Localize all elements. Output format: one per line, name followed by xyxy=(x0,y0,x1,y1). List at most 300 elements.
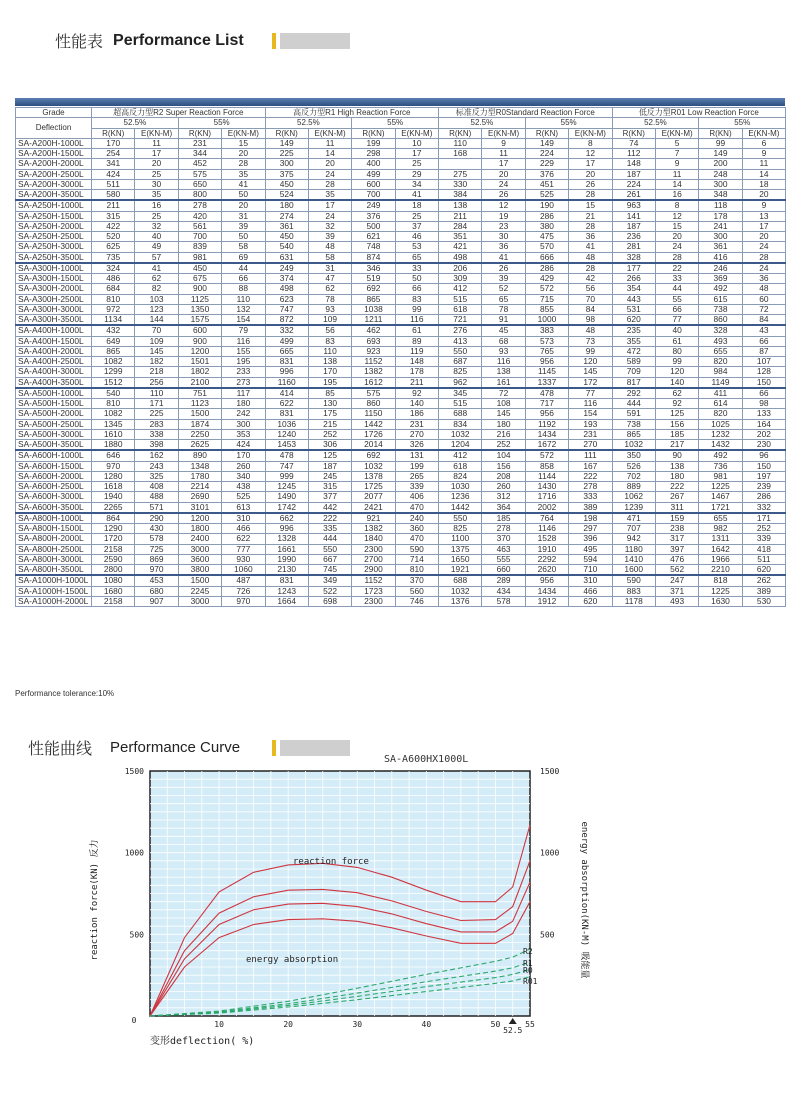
value-cell: 865 xyxy=(352,294,395,304)
value-cell: 622 xyxy=(222,534,265,544)
value-cell: 396 xyxy=(569,534,612,544)
value-cell: 1725 xyxy=(352,482,395,492)
value-cell: 167 xyxy=(569,461,612,471)
value-cell: 65 xyxy=(482,294,525,304)
marker-triangle xyxy=(509,1018,517,1024)
value-cell: 185 xyxy=(655,429,698,439)
value-cell: 149 xyxy=(699,149,742,159)
value-cell: 687 xyxy=(439,357,482,367)
value-cell: 50 xyxy=(395,274,438,284)
value-cell: 738 xyxy=(699,304,742,314)
value-cell: 620 xyxy=(612,315,655,326)
value-cell: 49 xyxy=(135,242,178,252)
value-cell: 2077 xyxy=(352,492,395,502)
value-cell: 370 xyxy=(482,534,525,544)
value-cell: 623 xyxy=(265,294,308,304)
value-cell: 462 xyxy=(352,325,395,336)
value-cell: 175 xyxy=(308,409,351,419)
y-right-tick-label: 1000 xyxy=(540,848,560,858)
value-cell: 702 xyxy=(612,471,655,481)
value-cell: 360 xyxy=(395,524,438,534)
value-cell: 283 xyxy=(135,419,178,429)
value-cell: 970 xyxy=(135,565,178,576)
value-cell: 487 xyxy=(222,575,265,586)
value-cell: 110 xyxy=(135,388,178,399)
value-cell: 13 xyxy=(742,211,785,221)
value-cell: 1032 xyxy=(352,461,395,471)
value-cell: 470 xyxy=(395,534,438,544)
value-cell: 1382 xyxy=(352,367,395,377)
value-cell: 400 xyxy=(352,159,395,169)
value-cell: 562 xyxy=(655,565,698,576)
value-cell: 1680 xyxy=(92,586,135,596)
value-cell: 625 xyxy=(92,242,135,252)
value-cell: 1180 xyxy=(612,544,655,554)
value-cell: 751 xyxy=(178,388,221,399)
value-cell: 32 xyxy=(308,221,351,231)
value-cell: 41 xyxy=(135,263,178,274)
value-cell: 110 xyxy=(308,346,351,356)
value-cell: 116 xyxy=(569,399,612,409)
value-cell: 187 xyxy=(308,461,351,471)
value-cell: 1672 xyxy=(525,440,568,451)
value-cell: 47 xyxy=(308,274,351,284)
grade-cell: SA-A300H-2500L xyxy=(16,294,92,304)
value-cell: 62 xyxy=(308,284,351,294)
value-cell: 15 xyxy=(222,138,265,148)
value-cell: 2014 xyxy=(352,440,395,451)
value-cell: 810 xyxy=(92,294,135,304)
value-cell: 197 xyxy=(742,471,785,481)
value-cell: 376 xyxy=(525,169,568,179)
value-cell: 810 xyxy=(92,399,135,409)
y-right-tick-label: 500 xyxy=(540,930,555,940)
value-cell: 962 xyxy=(439,377,482,388)
value-cell: 172 xyxy=(569,377,612,388)
value-cell: 150 xyxy=(742,377,785,388)
value-cell: 317 xyxy=(655,534,698,544)
value-cell: 747 xyxy=(265,461,308,471)
grade-cell: SA-A400H-1500L xyxy=(16,336,92,346)
value-cell: 190 xyxy=(525,200,568,211)
value-cell: 266 xyxy=(612,274,655,284)
value-cell: 613 xyxy=(222,502,265,513)
value-cell: 515 xyxy=(439,294,482,304)
value-cell: 389 xyxy=(742,586,785,596)
value-cell: 493 xyxy=(655,596,698,606)
header-r-kn: R(KN) xyxy=(699,128,742,138)
value-cell: 824 xyxy=(439,471,482,481)
value-cell: 82 xyxy=(135,284,178,294)
value-cell: 89 xyxy=(395,336,438,346)
value-cell: 58 xyxy=(222,242,265,252)
value-cell: 211 xyxy=(92,200,135,211)
value-cell: 21 xyxy=(569,211,612,221)
value-cell: 970 xyxy=(222,596,265,606)
value-cell: 170 xyxy=(308,367,351,377)
value-cell: 171 xyxy=(742,513,785,524)
value-cell: 890 xyxy=(178,450,221,461)
value-cell: 46 xyxy=(395,232,438,242)
value-cell: 398 xyxy=(135,440,178,451)
value-cell: 14 xyxy=(742,169,785,179)
value-cell: 1200 xyxy=(178,513,221,524)
value-cell: 1100 xyxy=(439,534,482,544)
value-cell: 1348 xyxy=(178,461,221,471)
value-cell: 340 xyxy=(222,471,265,481)
x-tick-label: 10 xyxy=(214,1020,224,1029)
value-cell: 11 xyxy=(308,138,351,148)
value-cell: 66 xyxy=(655,304,698,314)
value-cell: 24 xyxy=(742,263,785,274)
value-cell: 284 xyxy=(439,221,482,231)
value-cell: 594 xyxy=(569,554,612,564)
annotation-energy-absorption: energy absorption xyxy=(246,955,339,965)
grade-cell: SA-A500H-3000L xyxy=(16,429,92,439)
value-cell: 58 xyxy=(308,252,351,263)
value-cell: 315 xyxy=(308,482,351,492)
value-cell: 66 xyxy=(742,388,785,399)
value-cell: 515 xyxy=(439,399,482,409)
header-r-kn: R(KN) xyxy=(525,128,568,138)
value-cell: 839 xyxy=(178,242,221,252)
value-cell: 260 xyxy=(222,461,265,471)
value-cell: 982 xyxy=(699,524,742,534)
value-cell: 33 xyxy=(655,274,698,284)
value-cell: 1434 xyxy=(525,586,568,596)
value-cell: 11 xyxy=(135,138,178,148)
value-cell: 23 xyxy=(482,221,525,231)
value-cell: 956 xyxy=(525,575,568,586)
grade-cell: SA-A600H-2500L xyxy=(16,482,92,492)
header-defl-55: 55% xyxy=(352,118,439,128)
value-cell: 354 xyxy=(612,284,655,294)
value-cell: 254 xyxy=(92,149,135,159)
grade-cell: SA-A300H-1000L xyxy=(16,263,92,274)
value-cell: 335 xyxy=(308,524,351,534)
value-cell: 726 xyxy=(222,586,265,596)
value-cell: 180 xyxy=(222,399,265,409)
value-cell: 37 xyxy=(395,221,438,231)
value-cell: 747 xyxy=(265,304,308,314)
value-cell: 48 xyxy=(308,242,351,252)
value-cell: 230 xyxy=(742,440,785,451)
value-cell: 338 xyxy=(135,429,178,439)
value-cell: 231 xyxy=(178,138,221,148)
value-cell: 736 xyxy=(699,461,742,471)
value-cell: 11 xyxy=(655,169,698,179)
value-cell: 371 xyxy=(655,586,698,596)
value-cell: 117 xyxy=(222,388,265,399)
value-cell: 240 xyxy=(395,513,438,524)
value-cell: 777 xyxy=(222,544,265,554)
value-cell: 193 xyxy=(569,419,612,429)
value-cell: 412 xyxy=(439,284,482,294)
value-cell: 332 xyxy=(265,325,308,336)
value-cell: 429 xyxy=(525,274,568,284)
grade-cell: SA-A1000H-1000L xyxy=(16,575,92,586)
value-cell: 195 xyxy=(222,357,265,367)
value-cell: 242 xyxy=(222,409,265,419)
value-cell: 110 xyxy=(439,138,482,148)
value-cell: 463 xyxy=(482,544,525,554)
value-cell: 48 xyxy=(569,252,612,263)
value-cell: 85 xyxy=(308,388,351,399)
value-cell: 91 xyxy=(482,315,525,326)
value-cell: 310 xyxy=(222,513,265,524)
value-cell: 26 xyxy=(569,179,612,189)
value-cell: 248 xyxy=(699,169,742,179)
value-cell: 309 xyxy=(439,274,482,284)
value-cell: 748 xyxy=(352,242,395,252)
value-cell: 9 xyxy=(742,200,785,211)
value-cell: 55 xyxy=(655,294,698,304)
value-cell: 1030 xyxy=(439,482,482,492)
value-cell: 550 xyxy=(439,346,482,356)
value-cell: 1152 xyxy=(352,357,395,367)
value-cell: 9 xyxy=(655,159,698,169)
value-cell: 1239 xyxy=(612,502,655,513)
value-cell: 8 xyxy=(655,200,698,211)
value-cell: 2130 xyxy=(265,565,308,576)
value-cell: 377 xyxy=(308,492,351,502)
value-cell: 665 xyxy=(265,346,308,356)
header-defl-55: 55% xyxy=(525,118,612,128)
header-defl-55: 55% xyxy=(699,118,786,128)
value-cell: 154 xyxy=(222,315,265,326)
value-cell: 281 xyxy=(612,242,655,252)
y-axis-label-right: energy absorption(KN-M) 吸能量 xyxy=(579,821,589,979)
value-cell: 14 xyxy=(308,149,351,159)
grade-cell: SA-A250H-2500L xyxy=(16,232,92,242)
value-cell: 1080 xyxy=(92,575,135,586)
value-cell: 738 xyxy=(612,419,655,429)
value-cell: 907 xyxy=(135,596,178,606)
value-cell: 298 xyxy=(352,149,395,159)
value-cell: 8 xyxy=(569,138,612,148)
value-cell: 406 xyxy=(395,492,438,502)
grade-cell: SA-A200H-2000L xyxy=(16,159,92,169)
grade-cell: SA-A800H-2000L xyxy=(16,534,92,544)
value-cell: 493 xyxy=(699,336,742,346)
value-cell: 328 xyxy=(699,325,742,336)
value-cell: 1225 xyxy=(699,586,742,596)
value-cell: 746 xyxy=(395,596,438,606)
value-cell: 261 xyxy=(612,190,655,201)
value-cell: 478 xyxy=(265,450,308,461)
value-cell: 133 xyxy=(742,409,785,419)
value-cell: 116 xyxy=(482,357,525,367)
value-cell: 575 xyxy=(352,388,395,399)
header-defl-525: 52.5% xyxy=(439,118,526,128)
value-cell: 620 xyxy=(569,596,612,606)
value-cell: 300 xyxy=(265,159,308,169)
value-cell: 99 xyxy=(655,357,698,367)
value-cell: 70 xyxy=(135,325,178,336)
header-r-kn: R(KN) xyxy=(92,128,135,138)
value-cell: 15 xyxy=(569,200,612,211)
value-cell: 78 xyxy=(482,304,525,314)
value-cell: 820 xyxy=(699,409,742,419)
value-cell: 2100 xyxy=(178,377,221,388)
value-cell: 92 xyxy=(655,399,698,409)
value-cell: 889 xyxy=(612,482,655,492)
grade-cell: SA-A250H-3500L xyxy=(16,252,92,263)
value-cell: 275 xyxy=(439,169,482,179)
value-cell: 265 xyxy=(395,471,438,481)
value-cell: 860 xyxy=(699,315,742,326)
value-cell: 1720 xyxy=(92,534,135,544)
value-cell: 35 xyxy=(135,190,178,201)
annotation-reaction-force: reaction force xyxy=(293,857,369,867)
value-cell: 123 xyxy=(135,304,178,314)
value-cell: 22 xyxy=(655,263,698,274)
value-cell: 710 xyxy=(569,565,612,576)
value-cell: 495 xyxy=(569,544,612,554)
header-group-r1: 高反力型R1 High Reaction Force xyxy=(265,108,439,118)
grade-cell: SA-A800H-2500L xyxy=(16,544,92,554)
value-cell: 1921 xyxy=(439,565,482,576)
value-cell: 29 xyxy=(395,169,438,179)
value-cell: 970 xyxy=(92,461,135,471)
value-cell: 119 xyxy=(395,346,438,356)
value-cell: 655 xyxy=(699,346,742,356)
value-cell: 202 xyxy=(742,429,785,439)
value-cell: 488 xyxy=(135,492,178,502)
value-cell: 700 xyxy=(178,232,221,242)
value-cell: 858 xyxy=(525,461,568,471)
value-cell: 1880 xyxy=(92,440,135,451)
header-grade: Grade xyxy=(16,108,92,118)
value-cell: 1940 xyxy=(92,492,135,502)
value-cell: 180 xyxy=(482,419,525,429)
value-cell: 499 xyxy=(265,336,308,346)
value-cell: 1742 xyxy=(265,502,308,513)
value-cell: 364 xyxy=(482,502,525,513)
value-cell: 83 xyxy=(395,294,438,304)
value-cell: 17 xyxy=(569,159,612,169)
value-cell: 600 xyxy=(352,179,395,189)
value-cell: 92 xyxy=(395,388,438,399)
header-r-kn: R(KN) xyxy=(612,128,655,138)
value-cell: 614 xyxy=(699,399,742,409)
value-cell: 800 xyxy=(178,190,221,201)
value-cell: 178 xyxy=(395,367,438,377)
value-cell: 675 xyxy=(178,274,221,284)
value-cell: 180 xyxy=(265,200,308,211)
curve-label: R0 xyxy=(523,966,533,975)
value-cell: 231 xyxy=(569,429,612,439)
value-cell: 138 xyxy=(655,461,698,471)
value-cell: 1240 xyxy=(265,429,308,439)
value-cell: 3000 xyxy=(178,596,221,606)
value-cell: 80 xyxy=(655,346,698,356)
value-cell: 39 xyxy=(222,221,265,231)
value-cell: 1328 xyxy=(265,534,308,544)
value-cell: 325 xyxy=(135,471,178,481)
value-cell: 243 xyxy=(135,461,178,471)
value-cell: 110 xyxy=(222,294,265,304)
grade-cell: SA-A600H-1000L xyxy=(16,450,92,461)
value-cell: 2590 xyxy=(92,554,135,564)
value-cell: 9 xyxy=(482,138,525,148)
value-cell: 1600 xyxy=(612,565,655,576)
value-cell: 252 xyxy=(308,429,351,439)
value-cell: 2265 xyxy=(92,502,135,513)
value-cell: 996 xyxy=(265,524,308,534)
value-cell: 1146 xyxy=(525,524,568,534)
value-cell: 725 xyxy=(135,544,178,554)
value-cell: 186 xyxy=(395,409,438,419)
value-cell: 99 xyxy=(395,304,438,314)
value-cell: 430 xyxy=(135,524,178,534)
curve-label: R01 xyxy=(523,977,538,986)
value-cell: 162 xyxy=(135,450,178,461)
value-cell: 622 xyxy=(265,399,308,409)
value-cell: 451 xyxy=(525,179,568,189)
value-cell: 1345 xyxy=(92,419,135,429)
value-cell: 300 xyxy=(699,179,742,189)
value-cell: 717 xyxy=(525,399,568,409)
value-cell: 233 xyxy=(222,367,265,377)
value-cell: 825 xyxy=(439,367,482,377)
value-cell: 145 xyxy=(569,367,612,377)
value-cell: 855 xyxy=(525,304,568,314)
value-cell: 1726 xyxy=(352,429,395,439)
value-cell: 28 xyxy=(569,221,612,231)
value-cell: 31 xyxy=(222,211,265,221)
value-cell: 942 xyxy=(612,534,655,544)
value-cell: 825 xyxy=(439,524,482,534)
value-cell: 1123 xyxy=(178,399,221,409)
value-cell: 20 xyxy=(742,232,785,242)
value-cell: 24 xyxy=(742,242,785,252)
value-cell: 1350 xyxy=(178,304,221,314)
value-cell: 1236 xyxy=(439,492,482,502)
x-tick-label: 55 xyxy=(525,1020,535,1029)
value-cell: 109 xyxy=(135,336,178,346)
value-cell: 1912 xyxy=(525,596,568,606)
value-cell: 374 xyxy=(265,274,308,284)
grade-cell: SA-A800H-3500L xyxy=(16,565,92,576)
value-cell: 208 xyxy=(482,471,525,481)
value-cell: 981 xyxy=(178,252,221,263)
grade-cell: SA-A200H-2500L xyxy=(16,169,92,179)
value-cell: 375 xyxy=(265,169,308,179)
value-cell: 216 xyxy=(482,429,525,439)
value-cell: 700 xyxy=(352,190,395,201)
value-cell: 339 xyxy=(395,482,438,492)
value-cell: 131 xyxy=(395,450,438,461)
value-cell: 2210 xyxy=(699,565,742,576)
header-defl-525: 52.5% xyxy=(92,118,179,128)
value-cell: 525 xyxy=(222,492,265,502)
value-cell: 98 xyxy=(742,399,785,409)
value-cell: 1780 xyxy=(178,471,221,481)
value-cell: 500 xyxy=(352,221,395,231)
value-cell: 376 xyxy=(352,211,395,221)
value-cell: 96 xyxy=(742,450,785,461)
value-cell: 25 xyxy=(135,211,178,221)
grade-cell: SA-A300H-3000L xyxy=(16,304,92,314)
value-cell: 5 xyxy=(655,138,698,148)
value-cell: 470 xyxy=(395,502,438,513)
value-cell: 339 xyxy=(742,534,785,544)
value-cell: 452 xyxy=(178,159,221,169)
value-cell: 247 xyxy=(655,575,698,586)
y-axis-label-left: reaction force(KN) 反力 xyxy=(90,839,100,961)
value-cell: 874 xyxy=(352,252,395,263)
